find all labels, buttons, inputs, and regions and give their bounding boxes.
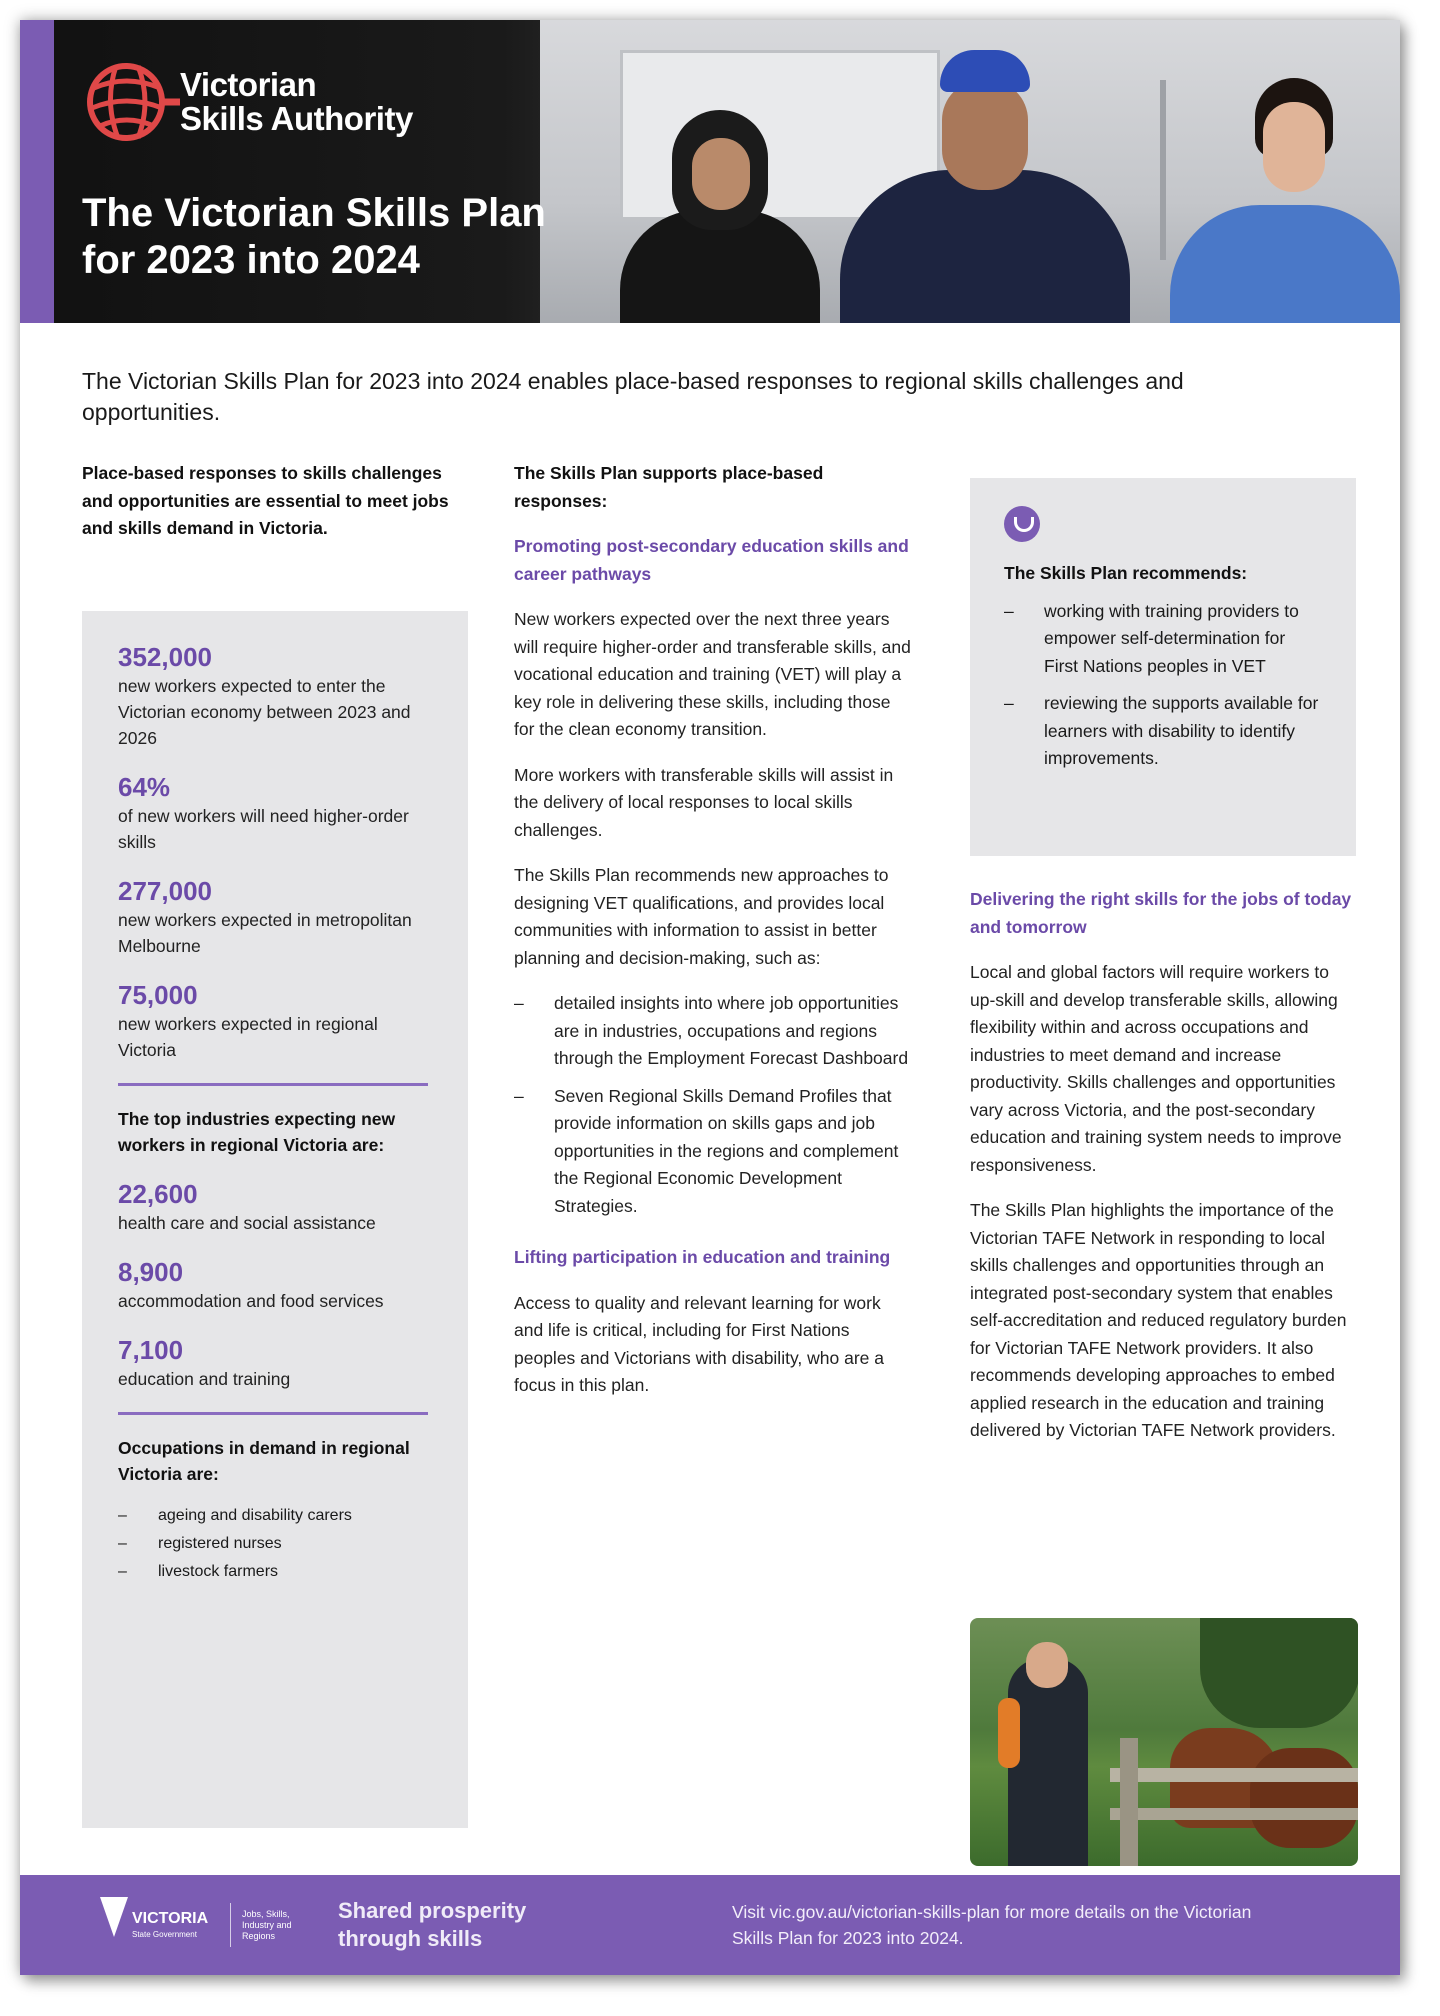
recommendation-icon [1004,506,1040,542]
stat-item: 277,000 new workers expected in metropolitan Melbourne [118,876,412,956]
column-2 [514,460,914,1418]
divider [118,1412,428,1415]
paragraph: Access to quality and relevant learning for work and life is critical, including for First Nations peoples and Victorians with disability, who are a focus in this plan. [514,1292,884,1395]
paragraph: The Skills Plan recommends new approaches to designing VET qualifications, and provides local communities with information to assist in better planning and decision-making, such as: [514,865,889,968]
column-3 [970,886,1358,1463]
list-item: – detailed insights into where job opportunities are in industries, occupations and regions through the Employment Forecast Dashboard [514,990,914,1073]
paragraph: More workers with transferable skills will assist in the delivery of local responses to local skills challenges. [514,764,894,840]
vsa-globe-logo-icon [82,52,182,152]
tagline: Shared prosperity through skills [338,1898,527,1951]
list-item: – reviewing the supports available for learners with disability to identify improvements. [1004,690,1324,773]
industries-heading: The top industries expecting new workers in regional Victoria are: [118,1109,396,1155]
document-page [20,20,1400,1975]
divider [118,1083,428,1086]
paragraph: The Skills Plan highlights the importance of the Victorian TAFE Network in responding to local skills challenges and opportunities through an integrated post-secondary system that enables self-accreditation and reduced regulatory burden for Victorian TAFE Network providers. It also recommends developing approaches to embed applied research in the education and training delivered by Victorian TAFE Network providers. [970,1200,1347,1440]
section-heading: Lifting participation in education and training [514,1247,891,1267]
paragraph: New workers expected over the next three years will require higher-order and transferable skills, and vocational education and training (VET) will play a key role in delivering these skills, including those for the clean economy transition. [514,609,911,739]
list-item: – working with training providers to empower self-determination for First Nations peoples in VET [1004,598,1324,681]
accent-stripe [20,20,54,323]
svg-text:VICTORIA: VICTORIA [132,1910,209,1927]
list-item: – ageing and disability carers [118,1507,428,1525]
list-item: – Seven Regional Skills Demand Profiles that provide information on skills gaps and job opportunities in the regions and complement the Regional Economic Development Strategies. [514,1083,914,1221]
website-link[interactable]: Visit vic.gov.au/victorian-skills-plan for more details on the Victorian Skills Plan for 2023 into 2024. [732,1902,1252,1948]
column-1-lead: Place-based responses to skills challenges and opportunities are essential to meet jobs and skills demand in Victoria. [82,463,449,538]
victoria-state-logo-icon [98,1893,218,1957]
recommendations-heading: The Skills Plan recommends: [1004,563,1248,583]
stats-panel [82,611,468,1828]
list-item: – registered nurses [118,1535,428,1553]
stat-item: 352,000 new workers expected to enter the Victorian economy between 2023 and 2026 [118,642,411,748]
list-item: – livestock farmers [118,1563,428,1581]
farmer-cattle-photo [970,1618,1358,1866]
recommendations-list [1004,598,1324,773]
org-name: Victorian Skills Authority [180,66,413,137]
column-2-lead: The Skills Plan supports place-based responses: [514,463,824,511]
insights-list [514,990,914,1220]
occupations-list [118,1507,428,1581]
stat-item: 7,100 education and training [118,1335,291,1389]
footer [20,1875,1400,1975]
paragraph: Local and global factors will require workers to up-skill and develop transferable skills, allowing flexibility within and across occupations and industries to meet demand and increase productivity. Skills challenges and opportunities vary across Victoria, and the post-secondary education and training system needs to improve responsiveness. [970,962,1342,1175]
occupations-heading: Occupations in demand in regional Victoria are: [118,1438,410,1484]
header-banner [20,20,1400,323]
svg-text:State Government: State Government [132,1930,197,1939]
intro-text: The Victorian Skills Plan for 2023 into 2024 enables place-based responses to regional skills challenges and opportunities. [82,368,1184,425]
department-name: Jobs, Skills, Industry and Regions [242,1909,292,1941]
stat-item: 64% of new workers will need higher-order skills [118,772,409,852]
recommendations-panel [970,478,1356,856]
page-title: The Victorian Skills Plan for 2023 into 2024 [82,191,546,282]
stat-item: 75,000 new workers expected in regional Victoria [118,980,378,1060]
section-heading: Delivering the right skills for the jobs of today and tomorrow [970,889,1352,937]
stat-item: 8,900 accommodation and food services [118,1257,384,1311]
stat-item: 22,600 health care and social assistance [118,1179,376,1233]
section-heading: Promoting post-secondary education skills and career pathways [514,536,909,584]
